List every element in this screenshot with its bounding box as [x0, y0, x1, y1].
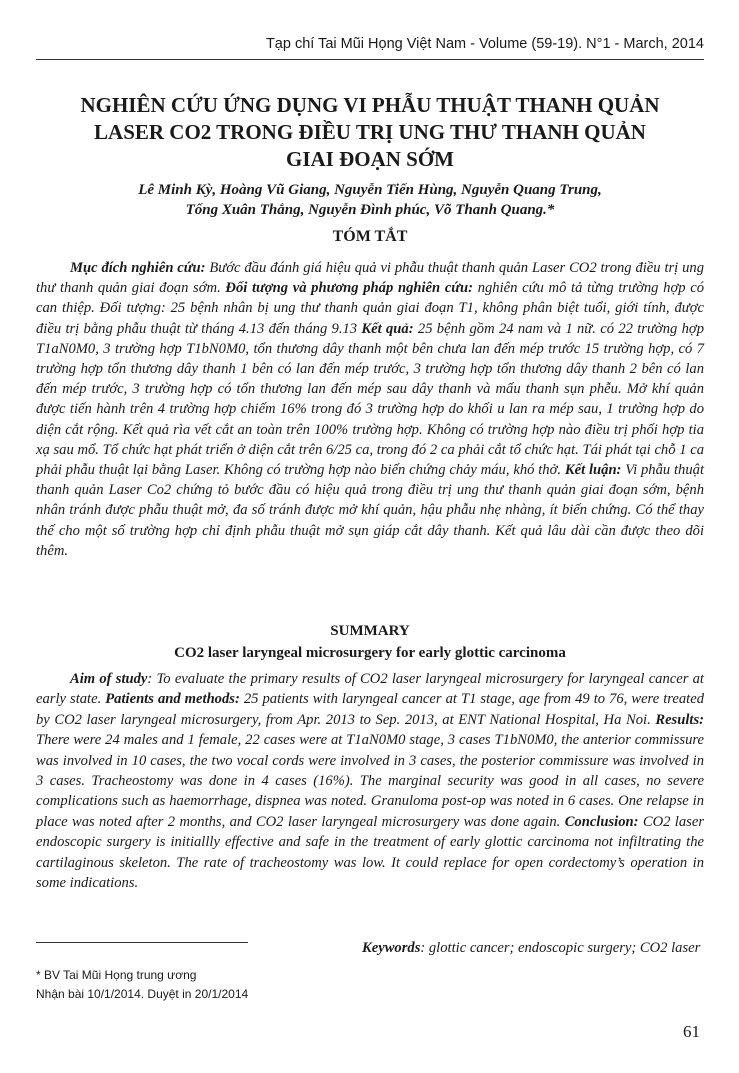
en-methods-label: Patients and methods: [105, 691, 240, 708]
vi-conclusion-text: Vi phẫu thuật thanh quản Laser Co2 chứng tỏ bước đầu có hiệu quả trong điều trị ung thư thanh quản giai đoạn sớm, bệnh nhân tránh được phẫu thuật mở, đa số tránh được mở khí quản, hậu phẫu nhẹ nhàng, ít biến chứng. Có thể thay thế cho một số trường hợp chỉ định phẫu thuật mở sụn giáp cắt dây thanh. Kết quả lâu dài cần được theo dõi thêm. [36, 462, 704, 559]
vi-conclusion-label: Kết luận: [564, 462, 622, 479]
vi-methods-text: nghiên cứu mô tả từng trường hợp có can thiệp. Đối tượng: 25 bệnh nhân bị ung thư thanh quản giai đoạn T1, không phân biệt tuổi, giới tính, được điều trị bằng phẫu thuật từ tháng 4.13 đến tháng 9.13 [36, 280, 704, 337]
header-divider [36, 59, 704, 60]
en-results-text: There were 24 males and 1 female, 22 cases were at T1aN0M0 stage, 3 cases T1bN0M0, the anterior commissure was involved in 10 cases, the two vocal cords were involved in 3 cases, the posterior commissure was involved in 3 cases. Tracheostomy was done in 4 cases (16%). The marginal security was good in all cases, no severe complications such as haemorrhage, dispnea was noted. Granuloma post-op was noted in 6 cases. One relapse in place was noted after 2 months, and CO2 laser laryngeal microsurgery was done again. [36, 732, 704, 830]
keywords [326, 937, 704, 959]
en-methods-text: 25 patients with laryngeal cancer at T1 stage, age from 49 to 76, were treated by CO2 laser laryngeal microsurgery, from Apr. 2013 to Sep. 2013, at ENT National Hospital, Ha Noi. [36, 691, 704, 728]
title-line: NGHIÊN CỨU ỨNG DỤNG VI PHẪU THUẬT THANH QUẢN [80, 93, 660, 117]
en-abstract-body [36, 669, 704, 893]
keywords-label: Keywords [362, 940, 421, 956]
vi-abstract-body [36, 258, 704, 561]
vi-results-text: 25 bệnh gồm 24 nam và 1 nữ. có 22 trường hợp T1aN0M0, 3 trường hợp T1bN0M0, tổn thương dây thanh một bên chưa lan đến mép trước 15 trường hợp, có 7 trường hợp tổn thương dây thanh 1 bên có lan đến mép trước, 3 trường hợp tổn thương dây thanh 2 bên có lan đến mép trước, 3 trường hợp có tổn thương lan đến mép sau dây thanh và mấu thanh sụn phễu. Mở khí quản được tiến hành trên 4 trường hợp chiếm 16% trong đó 3 trường hợp do khối u lan ra mép sau, 1 trường hợp do diện cắt rộng. Kết quả rìa vết cắt an toàn trên 100% trường hợp. Không có trường hợp nào điều trị phối hợp tia xạ sau mổ. Tổ chức hạt phát triển ở diện cắt trên 6/25 ca, trong đó 2 ca phải cắt tổ chức hạt. Tái phát tại chỗ 1 ca phải phẫu thuật lại bằng Laser. Không có trường hợp nào biến chứng chảy máu, khó thở. [36, 320, 704, 479]
author-line: Lê Minh Kỳ, Hoàng Vũ Giang, Nguyễn Tiến Hùng, Nguyễn Quang Trung, [138, 182, 602, 198]
vi-aim-label: Mục đích nghiên cứu: [70, 260, 206, 276]
title-line: LASER CO2 TRONG ĐIỀU TRỊ UNG THƯ THANH QUẢN [94, 120, 646, 144]
page-number: 61 [683, 1022, 700, 1041]
en-conclusion-label: Conclusion: [564, 813, 639, 830]
en-results-label: Results: [655, 711, 704, 728]
vi-results-label: Kết quả: [361, 320, 414, 337]
author-line: Tống Xuân Thắng, Nguyễn Đình phúc, Võ Thanh Quang.* [185, 202, 555, 218]
article-title [36, 92, 704, 173]
journal-page [36, 0, 704, 1073]
vi-methods-label: Đối tượng và phương pháp nghiên cứu: [225, 280, 474, 297]
footnote-dates: Nhận bài 10/1/2014. Duyệt in 20/1/2014 [36, 987, 249, 1001]
footnote [36, 966, 336, 1004]
footnote-affiliation: * BV Tai Mũi Họng trung ương [36, 968, 197, 982]
en-aim-text: : To evaluate the primary results of CO2 laser laryngeal microsurgery for laryngeal cancer at early state. [36, 671, 704, 708]
en-aim-label: Aim of study [70, 671, 148, 687]
title-line: GIAI ĐOẠN SỚM [285, 147, 454, 171]
footnote-divider [36, 942, 248, 943]
vi-aim-text: Bước đầu đánh giá hiệu quả vi phẫu thuật thanh quản Laser CO2 trong điều trị ung thư thanh quản giai đoạn sớm. [36, 260, 704, 297]
vi-abstract-heading: TÓM TẮT [332, 228, 408, 245]
en-abstract-heading: SUMMARY [330, 623, 410, 639]
keywords-text: : glottic cancer; endoscopic surgery; CO2 laser [420, 940, 701, 956]
running-header: Tạp chí Tai Mũi Họng Việt Nam - Volume (59-19). N°1 - March, 2014 [265, 36, 704, 52]
en-conclusion-text: CO2 laser endoscopic surgery is initiallly effective and safe in the treatment of early glottic carcinoma not infiltrating the cartilaginous skeleton. The rate of tracheostomy was low. It could replace for open cordectomy’s operation in some indications. [36, 813, 704, 892]
author-list [36, 180, 704, 220]
en-article-title: CO2 laser laryngeal microsurgery for early glottic carcinoma [174, 645, 566, 661]
